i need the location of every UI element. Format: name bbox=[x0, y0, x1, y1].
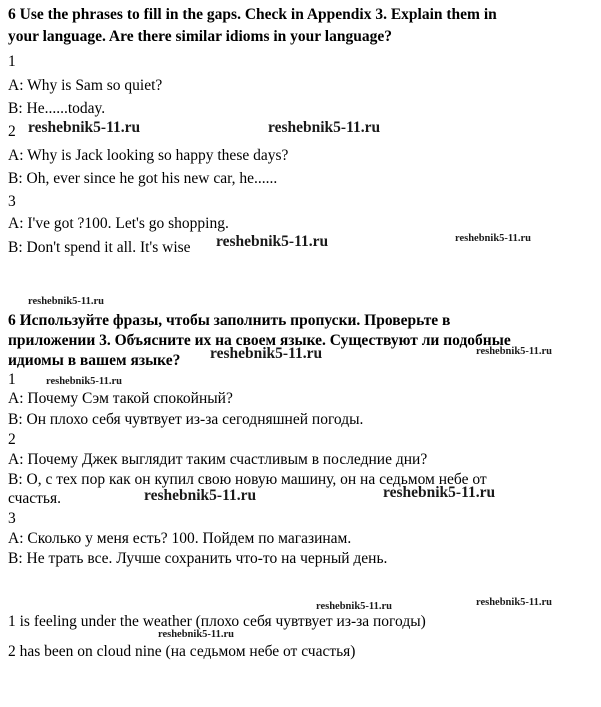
dialogue-line-ru-1a: А: Почему Сэм такой спокойный? bbox=[8, 390, 233, 407]
watermark-text: reshebnik5-11.ru bbox=[46, 376, 122, 387]
answer-line-2: 2 has been on cloud nine (на седьмом небе от счастья) bbox=[8, 643, 356, 660]
watermark-text: reshebnik5-11.ru bbox=[28, 296, 104, 307]
exercise-heading-en-line-2: your language. Are there similar idioms in your language? bbox=[8, 28, 392, 45]
exercise-heading-ru-line-2: приложении 3. Объясните их на своем языке. Существуют ли подобные bbox=[8, 332, 511, 349]
watermark-text: reshebnik5-11.ru bbox=[476, 597, 552, 608]
item-number-ru-3: 3 bbox=[8, 510, 16, 527]
dialogue-line-ru-2b: В: О, с тех пор как он купил свою новую машину, он на седьмом небе от bbox=[8, 471, 487, 488]
dialogue-line-en-3b: B: Don't spend it all. It's wise bbox=[8, 239, 191, 256]
item-number-ru-2: 2 bbox=[8, 431, 16, 448]
watermark-text: reshebnik5-11.ru bbox=[28, 119, 141, 136]
watermark-text: reshebnik5-11.ru bbox=[383, 484, 496, 501]
dialogue-line-ru-3a: А: Сколько у меня есть? 100. Пойдем по магазинам. bbox=[8, 530, 352, 547]
dialogue-line-ru-3b: В: Не трать все. Лучше сохранить что-то на черный день. bbox=[8, 550, 388, 567]
dialogue-line-en-2b: B: Oh, ever since he got his new car, he...... bbox=[8, 170, 278, 187]
dialogue-line-ru-2b-cont: счастья. bbox=[8, 490, 61, 507]
watermark-text: reshebnik5-11.ru bbox=[216, 233, 329, 250]
watermark-text: reshebnik5-11.ru bbox=[455, 233, 531, 244]
watermark-text: reshebnik5-11.ru bbox=[144, 487, 257, 504]
item-number-en-2: 2 bbox=[8, 123, 16, 140]
dialogue-line-en-2a: A: Why is Jack looking so happy these days? bbox=[8, 147, 289, 164]
watermark-text: reshebnik5-11.ru bbox=[476, 346, 552, 357]
dialogue-line-en-3a: A: I've got ?100. Let's go shopping. bbox=[8, 215, 229, 232]
watermark-text: reshebnik5-11.ru bbox=[316, 601, 392, 612]
exercise-heading-ru-line-1: 6 Используйте фразы, чтобы заполнить пропуски. Проверьте в bbox=[8, 312, 451, 329]
dialogue-line-ru-2a: А: Почему Джек выглядит таким счастливым в последние дни? bbox=[8, 451, 428, 468]
dialogue-line-en-1b: B: He......today. bbox=[8, 100, 106, 117]
item-number-ru-1: 1 bbox=[8, 371, 16, 388]
exercise-heading-ru-line-3: идиомы в вашем языке? bbox=[8, 352, 181, 369]
watermark-text: reshebnik5-11.ru bbox=[210, 345, 323, 362]
dialogue-line-en-1a: A: Why is Sam so quiet? bbox=[8, 77, 163, 94]
watermark-text: reshebnik5-11.ru bbox=[158, 629, 234, 640]
answer-line-1: 1 is feeling under the weather (плохо себя чувтвует из-за погоды) bbox=[8, 613, 426, 630]
watermark-text: reshebnik5-11.ru bbox=[268, 119, 381, 136]
exercise-heading-en-line-1: 6 Use the phrases to fill in the gaps. Check in Appendix 3. Explain them in bbox=[8, 6, 497, 23]
item-number-en-1: 1 bbox=[8, 53, 16, 70]
item-number-en-3: 3 bbox=[8, 193, 16, 210]
dialogue-line-ru-1b: В: Он плохо себя чувтвует из-за сегодняшней погоды. bbox=[8, 411, 364, 428]
